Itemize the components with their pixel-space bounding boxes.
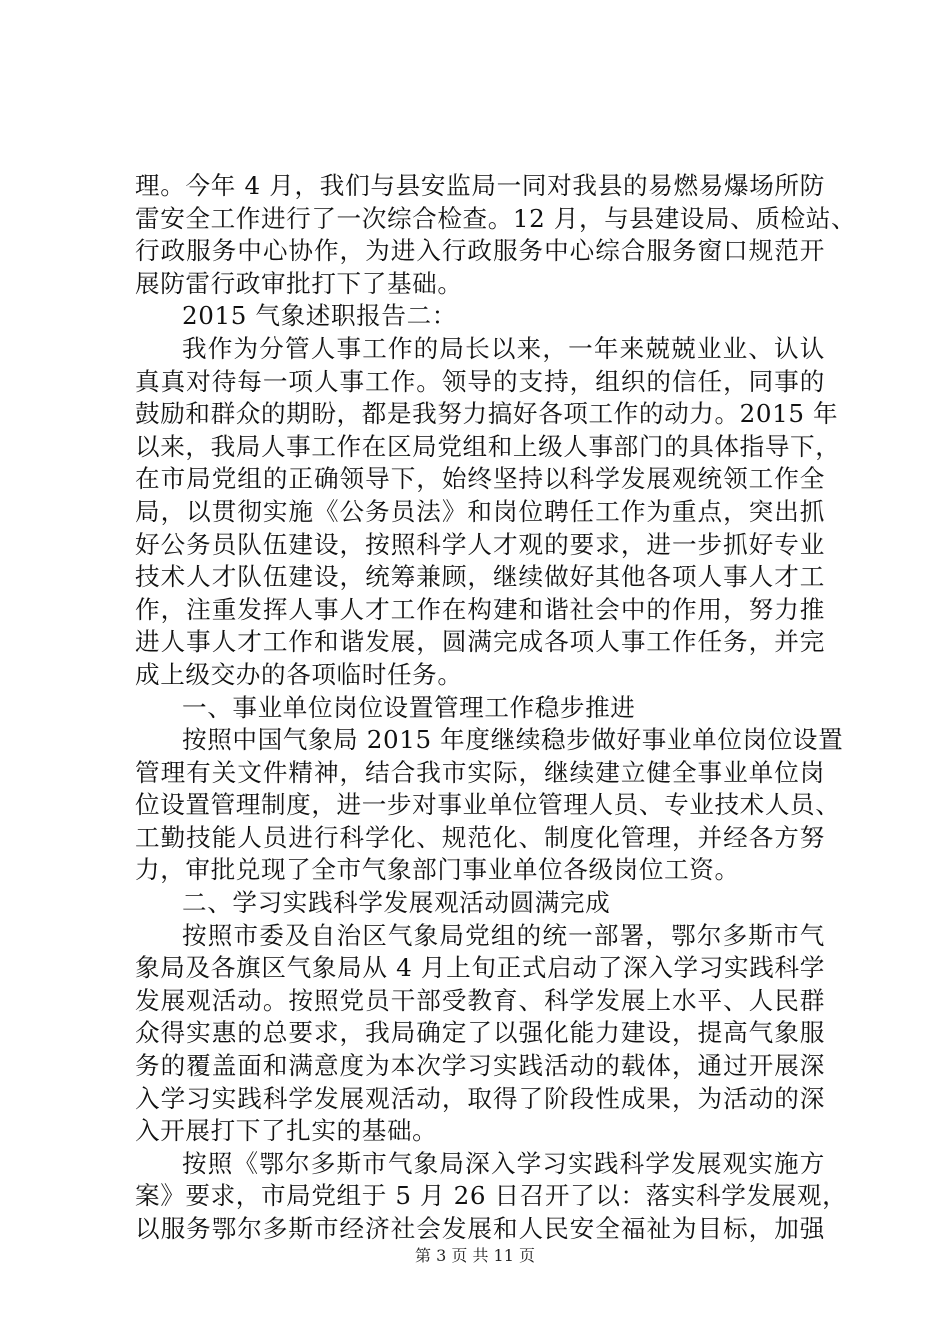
- text-line: 作，注重发挥人事人才工作在构建和谐社会中的作用，努力推: [135, 594, 825, 624]
- text-line: 成上级交办的各项临时任务。: [135, 659, 463, 689]
- text-line: 管理有关文件精神，结合我市实际，继续建立健全事业单位岗: [135, 757, 825, 787]
- text-line: 在市局党组的正确领导下，始终坚持以科学发展观统领工作全: [135, 464, 825, 494]
- text-line: 好公务员队伍建设，按照科学人才观的要求，进一步抓好专业: [135, 529, 825, 559]
- section-heading: 2015 气象述职报告二：: [182, 301, 457, 331]
- text-line: 工勤技能人员进行科学化、规范化、制度化管理，并经各方努: [135, 822, 825, 852]
- text-line: 雷安全工作进行了一次综合检查。12 月，与县建设局、质检站、: [135, 203, 857, 233]
- text-line: 以服务鄂尔多斯市经济社会发展和人民安全福祉为目标，加强: [135, 1214, 825, 1243]
- text-line: 入学习实践科学发展观活动，取得了阶段性成果，为活动的深: [135, 1083, 825, 1113]
- text-line: 鼓励和群众的期盼，都是我努力搞好各项工作的动力。2015 年: [135, 399, 839, 429]
- text-line: 行政服务中心协作，为进入行政服务中心综合服务窗口规范开: [135, 236, 825, 266]
- text-line: 以来，我局人事工作在区局党组和上级人事部门的具体指导下，: [135, 431, 841, 461]
- text-line: 局，以贯彻实施《公务员法》和岗位聘任工作为重点，突出抓: [135, 496, 825, 526]
- text-line: 展防雷行政审批打下了基础。: [135, 268, 463, 298]
- text-line: 真真对待每一项人事工作。领导的支持，组织的信任，同事的: [135, 366, 825, 396]
- section-heading: 二、学习实践科学发展观活动圆满完成: [182, 888, 611, 918]
- text-line: 进人事人才工作和谐发展，圆满完成各项人事工作任务，并完: [135, 627, 825, 657]
- text-line: 理。今年 4 月，我们与县安监局一同对我县的易燃易爆场所防: [135, 171, 825, 200]
- section-heading: 一、事业单位岗位设置管理工作稳步推进: [182, 692, 636, 722]
- text-line: 案》要求，市局党组于 5 月 26 日召开了以：落实科学发展观，: [135, 1181, 848, 1211]
- page-number-footer: 第 3 页 共 11 页: [415, 1246, 535, 1265]
- text-line: 按照《鄂尔多斯市气象局深入学习实践科学发展观实施方: [182, 1148, 825, 1178]
- text-line: 众得实惠的总要求，我局确定了以强化能力建设，提高气象服: [135, 1018, 825, 1048]
- text-line: 按照中国气象局 2015 年度继续稳步做好事业单位岗位设置: [182, 725, 844, 755]
- text-line: 务的覆盖面和满意度为本次学习实践活动的载体，通过开展深: [135, 1051, 825, 1081]
- document-body: [135, 170, 857, 1246]
- text-line: 象局及各旗区气象局从 4 月上旬正式启动了深入学习实践科学: [135, 953, 825, 983]
- text-line: 力，审批兑现了全市气象部门事业单位各级岗位工资。: [135, 855, 740, 885]
- text-line: 发展观活动。按照党员干部受教育、科学发展上水平、人民群: [135, 985, 825, 1015]
- text-line: 入开展打下了扎实的基础。: [135, 1116, 438, 1146]
- text-line: 按照市委及自治区气象局党组的统一部署，鄂尔多斯市气: [182, 920, 825, 950]
- text-line: 我作为分管人事工作的局长以来，一年来兢兢业业、认认: [182, 333, 825, 363]
- text-line: 位设置管理制度，进一步对事业单位管理人员、专业技术人员、: [135, 790, 841, 820]
- text-line: 技术人才队伍建设，统筹兼顾，继续做好其他各项人事人才工: [135, 562, 825, 592]
